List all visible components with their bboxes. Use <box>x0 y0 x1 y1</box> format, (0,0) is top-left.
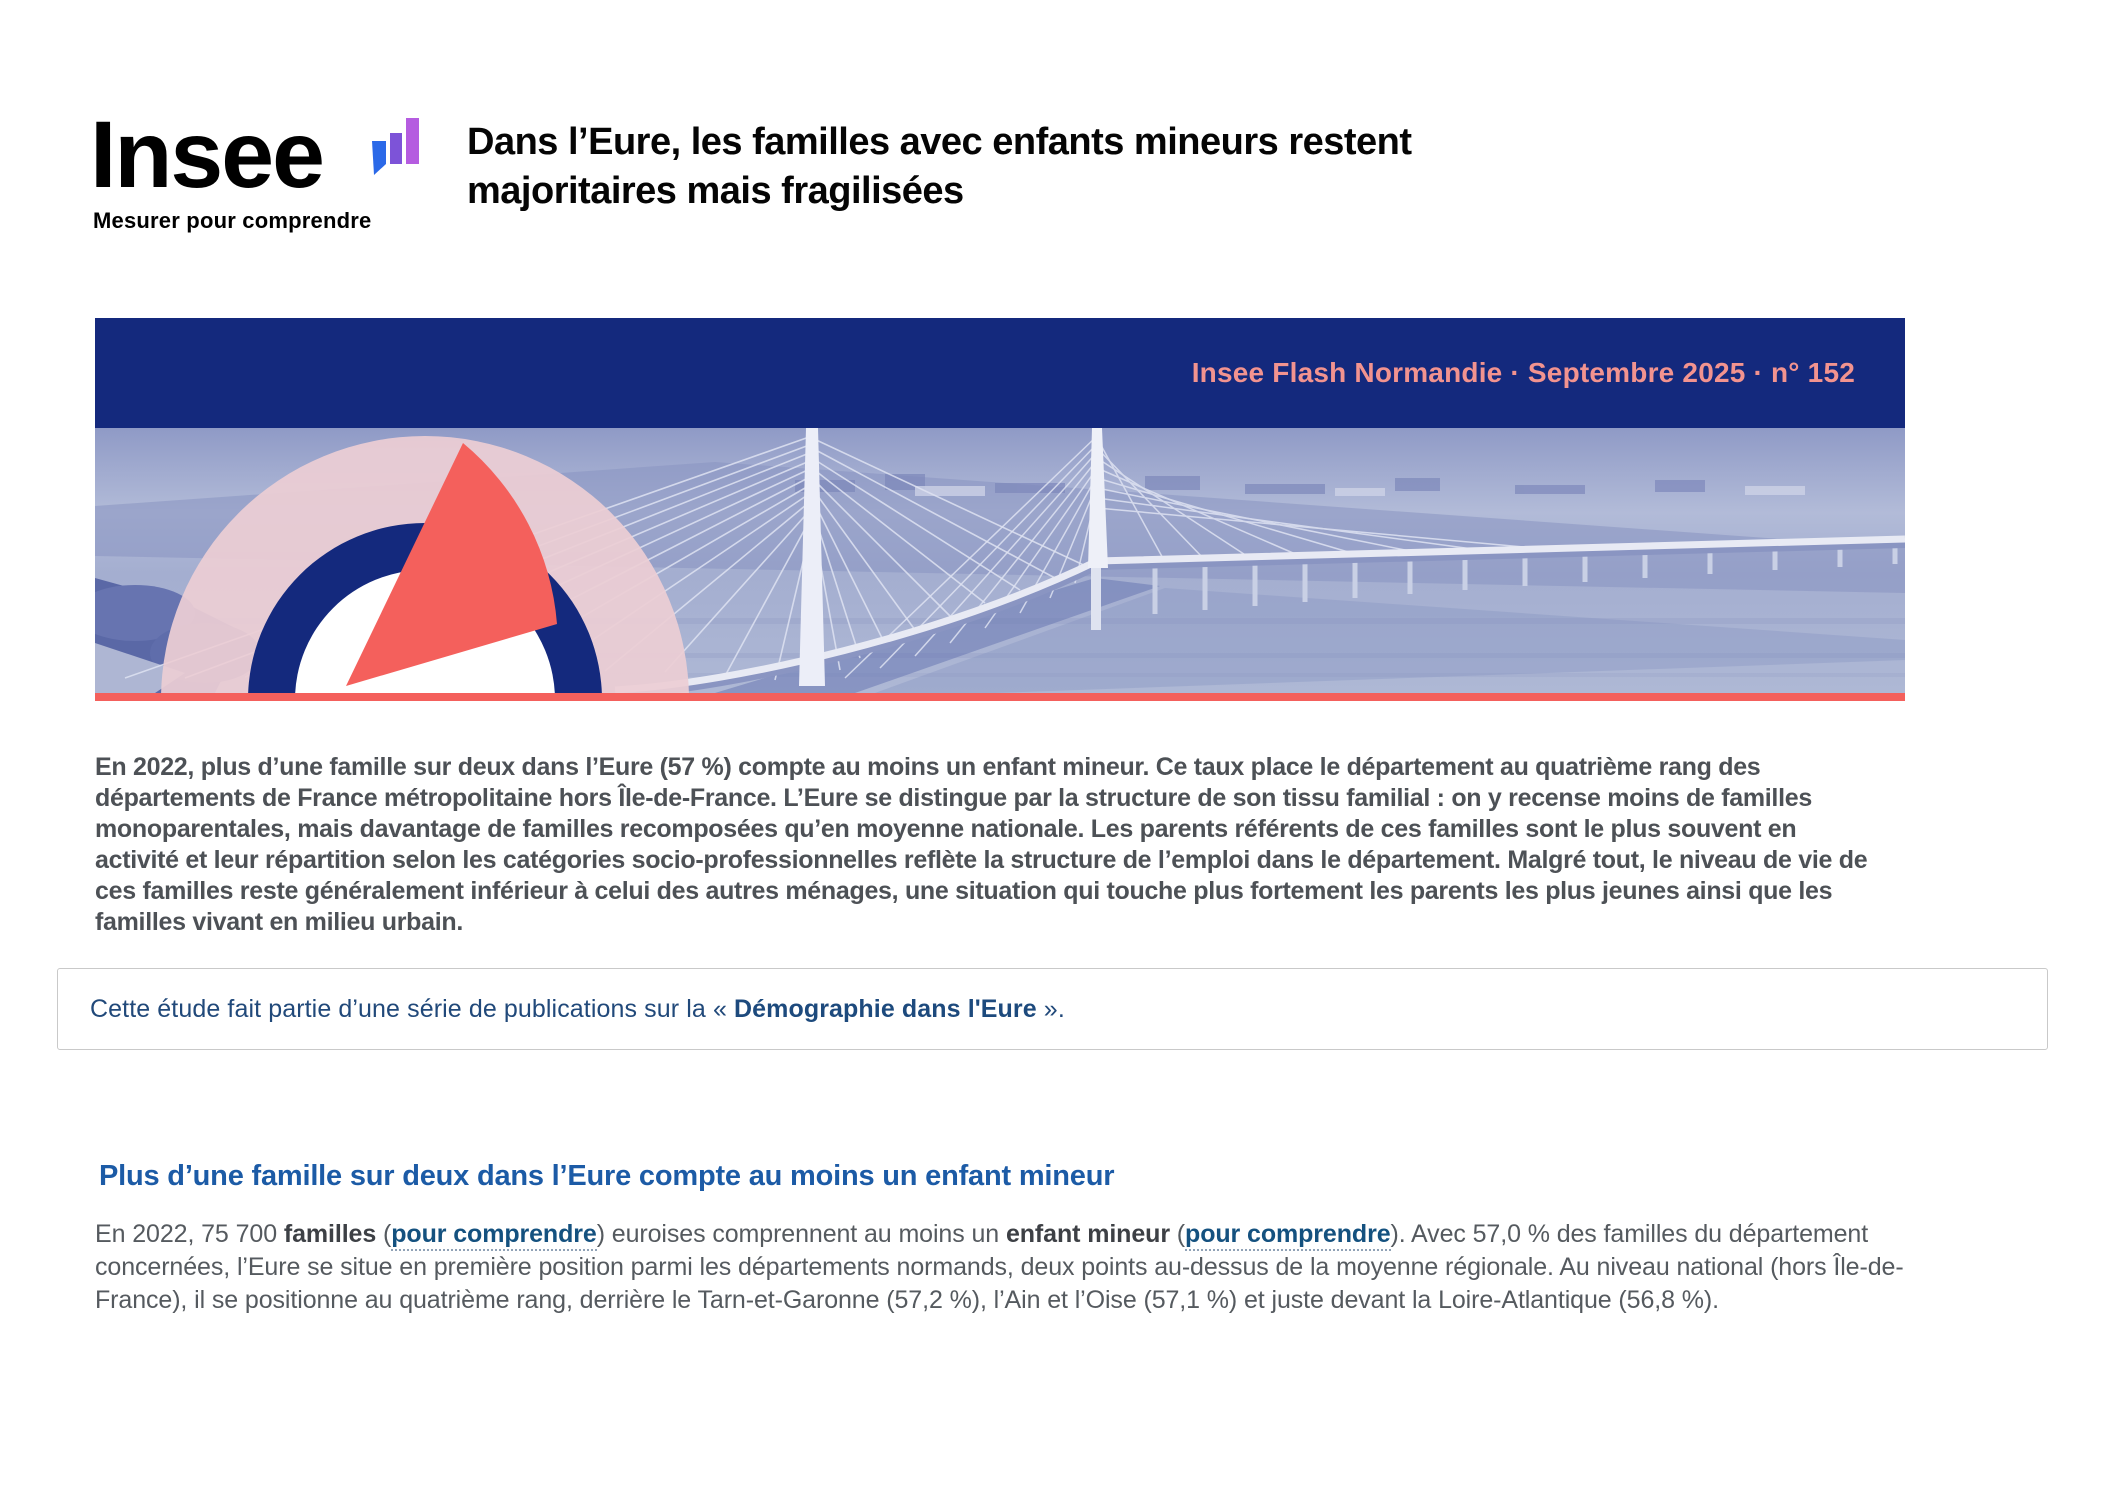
bold-term-familles: familles <box>283 1220 377 1248</box>
series-note-prefix: Cette étude fait partie d’une série de publications sur la « <box>90 994 734 1023</box>
series-note-text <box>90 995 1065 1024</box>
section-paragraph <box>95 1218 1965 1317</box>
banner-header-band <box>95 318 1905 428</box>
text-run: En 2022, 75 700 <box>95 1220 284 1248</box>
page-title: Dans l’Eure, les familles avec enfants mineurs restent majoritaires mais fragilisées <box>467 121 1412 212</box>
section-heading: Plus d’une famille sur deux dans l’Eure compte au moins un enfant mineur <box>99 1160 1115 1192</box>
text-run: ) euroises comprennent au moins un <box>596 1220 1006 1248</box>
insee-wordmark: Insee <box>90 102 323 208</box>
series-link[interactable]: Démographie dans l'Eure <box>734 994 1037 1023</box>
issue-label: Insee Flash Normandie · Septembre 2025 · n° 152 <box>1191 357 1855 388</box>
definition-link-familles[interactable]: pour comprendre <box>391 1220 596 1251</box>
series-note-box <box>57 968 2048 1050</box>
definition-link-enfant-mineur[interactable]: pour comprendre <box>1185 1220 1390 1251</box>
text-run: ( <box>376 1220 392 1248</box>
bold-term-enfant-mineur: enfant mineur <box>1005 1220 1170 1248</box>
abstract-paragraph: En 2022, plus d’une famille sur deux dans l’Eure (57 %) compte au moins un enfant mineur. Ce taux place le département au quatrième rang des départements de France métropolitaine hors Île-de-France. L’Eure se distingue par la structure de son tissu familial : on y recense moins de familles monoparentales, mais davantage de familles recomposées qu’en moyenne nationale. Les parents référents de ces familles sont le plus souvent en activité et leur répartition selon les catégories socio-professionnelles reflète la structure de l’emploi dans le département. Malgré tout, le niveau de vie de ces familles reste généralement inférieur à celui des autres ménages, une situation qui touche plus fortement les parents les plus jeunes ainsi que les familles vivant en milieu urbain. <box>95 753 1868 936</box>
banner-coral-rule <box>95 693 1905 701</box>
insee-tagline: Mesurer pour comprendre <box>93 208 372 233</box>
insee-logo-bars-icon <box>372 110 424 185</box>
banner <box>95 318 1905 701</box>
text-run: ). Avec 57,0 % des familles du département concernées, l’Eure se situe en première position parmi les départements normands, deux points au-dessus de la moyenne régionale. Au niveau national (hors Île-de-France), il se positionne au quatrième rang, derrière le Tarn-et-Garonne (57,2 %), l’Ain et l’Oise (57,1 %) et juste devant la Loire-Atlantique (56,8 %). <box>95 1220 1904 1314</box>
bridge-photo <box>95 428 1905 693</box>
text-run: ( <box>1169 1220 1186 1248</box>
series-note-suffix: ». <box>1036 994 1065 1023</box>
insee-logo <box>90 102 372 233</box>
